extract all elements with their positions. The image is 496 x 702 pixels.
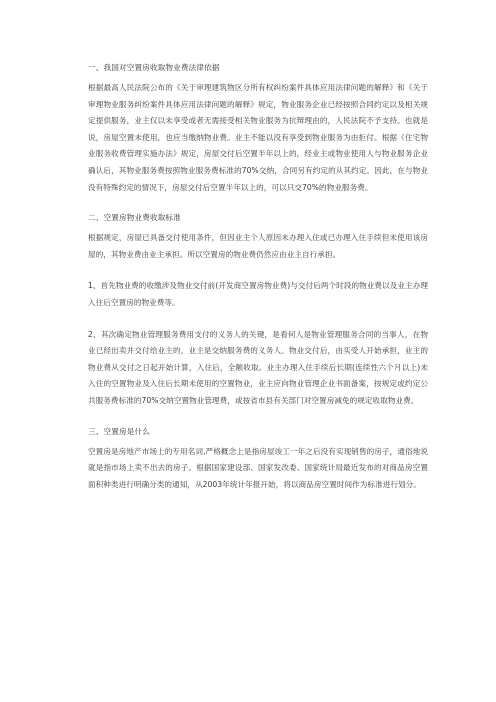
section-heading-legal-basis: 一、我国对空置房收取物业费法律依据 [88, 63, 220, 72]
section-heading-vacant-house: 三、空置房是什么 [88, 426, 150, 436]
paragraph-vacant-house: 空置房是房地产市场上的专用名词,严格概念上是指房屋竣工一年之后没有实现销售的房子，通俗地说就是指市场上卖不出去的房子。根据国家建设部、国家发改委、国家统计局最近发布的对商品房空置面积种类进行明确分类的通知，从2003年统计年报开始，将以商品房空置时间作为标准进行划分。 [88, 446, 428, 489]
paragraph-fee-standard-point-2: 2、其次确定物业管理服务费用支付的义务人的关键，是看何人是物业管理服务合同的当事人，在物业已经出卖并交付给业主的，业主是交纳服务费的义务人。物业交付后，由买受人开始承担，业主的物业费从交付之日起开始计算，入住后，全额收取。业主办理入住手续后长期(连续性六个月以上)未入住的空置物业及入住后长期未使用的空置物业，业主应向物业管理企业书面备案，按规定或约定公共服务费标准的70%交纳空置物业管理费，或按省市县有关部门对空置房减免的规定收取物业费。 [88, 329, 428, 405]
paragraph-legal-basis: 根据最高人民法院公布的《关于审理建筑物区分所有权纠纷案件具体应用法律问题的解释》和《关于审理物业服务纠纷案件具体应用法律问题的解释》规定，物业服务企业已经按照合同约定以及相关规定提供服务，业主仅以未享受或者无需接受相关物业服务为抗辩理由的，人民法院不予支持。也就是说，房屋空置未使用，也应当缴纳物业费。业主不能以没有享受到物业服务为由拒付。根据《住宅物业服务收费管理实施办法》规定，房屋交付后空置半年以上的，经业主或物业使用人与物业服务企业确认后，其物业服务费按照物业服务费标准的70%交纳，合同另有约定的从其约定。因此，在与物业没有特殊约定的情况下，房屋交付后空置半年以上的，可以只交70%的物业服务费。 [88, 83, 428, 192]
paragraph-fee-standard-intro: 根据规定，房屋已具备交付使用条件，但因业主个人原因未办理入住或已办理入住手续但未使用该房屋的，其物业费由业主承担。所以空置房的物业费仍然应由业主自行承担。 [88, 233, 428, 259]
paragraph-fee-standard-point-1: 1、首先物业费的收缴涉及物业交付前(开发商空置房物业费)与交付后两个时段的物业费以及业主办理入住后空置房的物业费等。 [88, 281, 428, 307]
section-heading-fee-standard: 二、空置房物业费收取标准 [88, 213, 181, 223]
